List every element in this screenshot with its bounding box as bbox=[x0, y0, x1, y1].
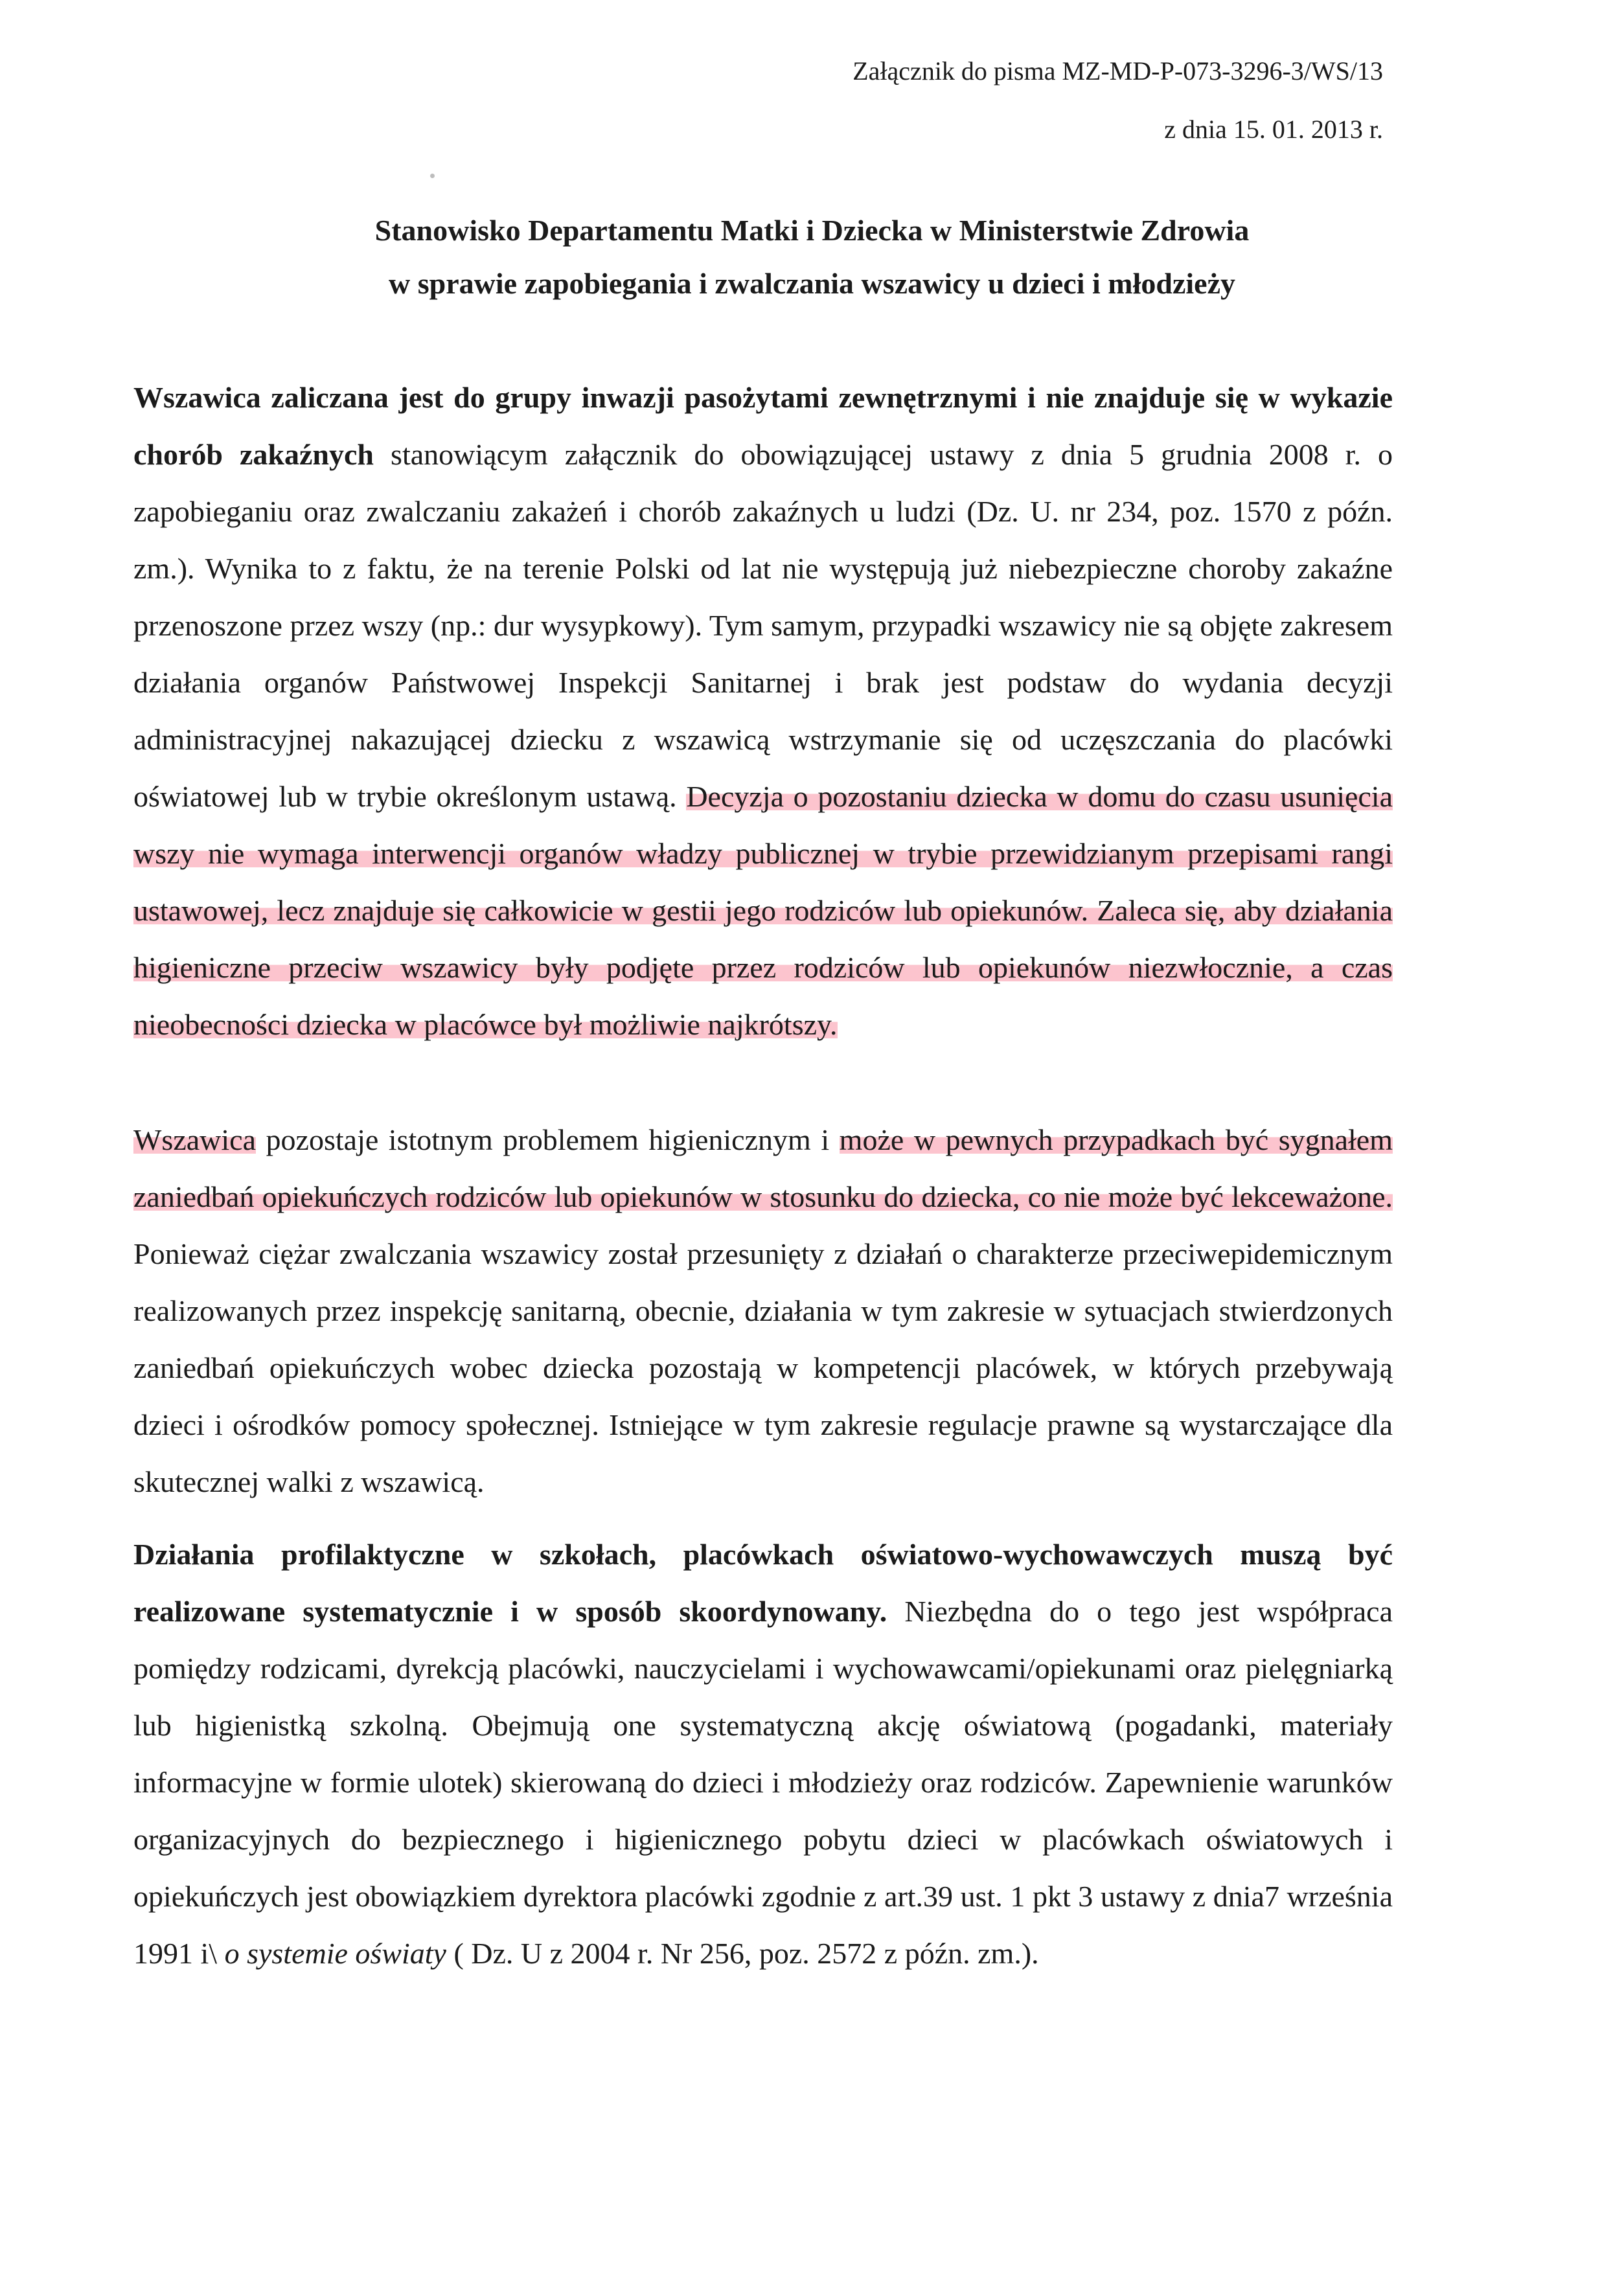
paragraph-3-italic-act: o systemie oświaty bbox=[224, 1937, 446, 1970]
scan-speck bbox=[430, 174, 435, 178]
paragraph-2-highlight-b: może w pewnych przypadkach być sygnałem zaniedbań opiekuńczych rodziców lub opiekunów w stosunku do dziecka, co nie może być lekceważone. bbox=[133, 1123, 1393, 1213]
paragraph-2-text-a: pozostaje istotnym problemem higienicznym i bbox=[256, 1123, 840, 1156]
paragraph-3-text-a: Niezbędna do o tego jest współpraca pomiędzy rodzicami, dyrekcją placówki, nauczycielami i wychowawcami/opiekunami oraz pielęgniarką lub higienistką szkolną. Obejmują one systematyczną akcję oświatową (pogadanki, materiały informacyjne w formie ulotek) skierowaną do dzieci i młodzieży oraz rodziców. Zapewnienie warunków organizacyjnych do bezpiecznego i higienicznego pobytu dzieci w placówkach oświatowych i opiekuńczych jest obowiązkiem dyrektora placówki zgodnie z art.39 ust. 1 pkt 3 ustawy z dnia7 września 1991 i\ bbox=[133, 1595, 1393, 1970]
paragraph-2-text-b: Ponieważ ciężar zwalczania wszawicy został przesunięty z działań o charakterze przeciwepidemicznym realizowanych przez inspekcję sanitarną, obecnie, działania w tym zakresie w sytuacjach stwierdzonych zaniedbań opiekuńczych wobec dziecka pozostają w kompetencji placówek, w których przebywają dzieci i ośrodków pomocy społecznej. Istniejące w tym zakresie regulacje prawne są wystarczające dla skutecznej walki z wszawicą. bbox=[133, 1237, 1393, 1498]
paragraph-legal-status bbox=[133, 369, 1393, 1053]
paragraph-3-bold-lead: Działania profilaktyczne w szkołach, placówkach oświatowo-wychowawczych muszą być realizowane systematycznie i w sposób skoordynowany. bbox=[133, 1538, 1393, 1628]
paragraph-hygiene-problem bbox=[133, 1112, 1393, 1511]
paragraph-3-text-b: ( Dz. U z 2004 r. Nr 256, poz. 2572 z późn. zm.). bbox=[446, 1937, 1039, 1970]
document-title-line-2: w sprawie zapobiegania i zwalczania wszawicy u dzieci i młodzieży bbox=[388, 267, 1235, 300]
paragraph-1-text: stanowiącym załącznik do obowiązującej ustawy z dnia 5 grudnia 2008 r. o zapobieganiu oraz zwalczaniu zakażeń i chorób zakaźnych u ludzi (Dz. U. nr 234, poz. 1570 z późn. zm.). Wynika to z faktu, że na terenie Polski od lat nie występują już niebezpieczne choroby zakaźne przenoszone przez wszy (np.: dur wysypkowy). Tym samym, przypadki wszawicy nie są objęte zakresem działania organów Państwowej Inspekcji Sanitarnej i brak jest podstaw do wydania decyzji administracyjnej nakazującej dziecku z wszawicą wstrzymanie się od uczęszczania do placówki oświatowej lub w trybie określonym ustawą. bbox=[133, 438, 1393, 813]
document-date: z dnia 15. 01. 2013 r. bbox=[1164, 115, 1383, 144]
paragraph-1-bold-lead: Wszawica zaliczana jest do grupy inwazji pasożytami zewnętrznymi i nie znajduje się w wykazie chorób zakaźnych bbox=[133, 381, 1393, 471]
document-title-line-1: Stanowisko Departamentu Matki i Dziecka w Ministerstwie Zdrowia bbox=[374, 214, 1250, 247]
paragraph-prevention bbox=[133, 1526, 1393, 1982]
paragraph-2-highlight-a: Wszawica bbox=[133, 1123, 256, 1156]
attachment-reference: Załącznik do pisma MZ-MD-P-073-3296-3/WS/13 bbox=[852, 56, 1383, 86]
paragraph-1-highlight: Decyzja o pozostaniu dziecka w domu do czasu usunięcia wszy nie wymaga interwencji organów władzy publicznej w trybie przewidzianym przepisami rangi ustawowej, lecz znajduje się całkowicie w gestii jego rodziców lub opiekunów. Zaleca się, aby działania higieniczne przeciw wszawicy były podjęte przez rodziców lub opiekunów niezwłocznie, a czas nieobecności dziecka w placówce był możliwie najkrótszy. bbox=[133, 780, 1393, 1041]
